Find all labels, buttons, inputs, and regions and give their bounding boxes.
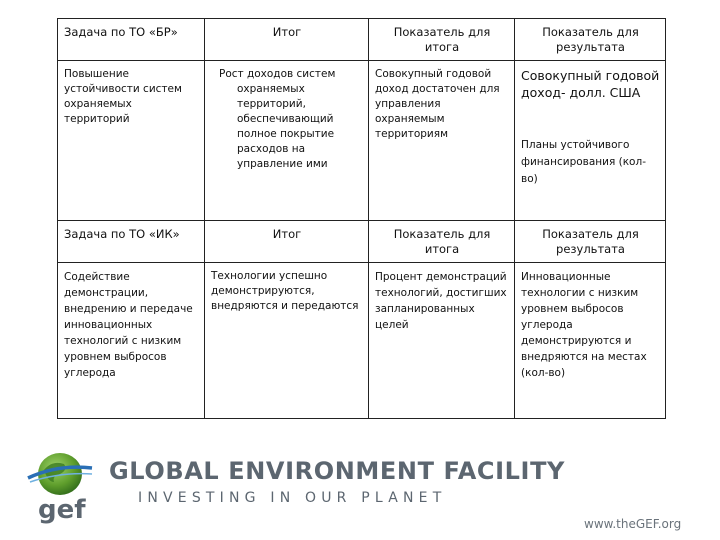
outcome-text-rest: охраняемых территорий, обеспечивающий полное покрытие расходов на управление ими (237, 83, 335, 170)
task-cell: Содействие демонстрации, внедрению и передаче инновационных технологий с низким уровнем выбросов углерода (58, 263, 205, 419)
result-indicator-text: Планы устойчивого финансирования (кол-во) (521, 139, 646, 185)
task-cell: Повышение устойчивости систем охраняемых территорий (58, 61, 205, 221)
table-header-row (58, 221, 666, 263)
header-cell: Показатель для результата (515, 19, 666, 61)
outcome-cell: Технологии успешно демонстрируются, внедряются и передаются (205, 263, 369, 419)
indicators-table (57, 18, 666, 419)
header-cell: Показатель для итога (369, 19, 515, 61)
outcome-indicator-cell: Процент демонстраций технологий, достигших запланированных целей (369, 263, 515, 419)
footer (0, 445, 720, 540)
result-indicator-text: Совокупный годовой доход- долл. США (521, 68, 660, 100)
header-cell: Итог (205, 221, 369, 263)
result-indicator-cell: Инновационные технологии с низким уровнем выбросов углерода демонстрируются и внедряются на местах (кол-во) (515, 263, 666, 419)
gef-globe-logo (22, 448, 94, 524)
website-url: www.theGEF.org (584, 517, 682, 531)
table-header-row (58, 19, 666, 61)
outcome-indicator-cell: Совокупный годовой доход достаточен для управления охраняемым территориям (369, 61, 515, 221)
outcome-cell (205, 61, 369, 221)
table-row (58, 263, 666, 419)
logo-text: gef (38, 495, 86, 524)
organization-title: GLOBAL ENVIRONMENT FACILITY (109, 457, 566, 485)
organization-tagline: INVESTING IN OUR PLANET (138, 490, 447, 506)
result-indicator-cell (515, 61, 666, 221)
header-cell: Итог (205, 19, 369, 61)
table-row (58, 61, 666, 221)
outcome-text-first: Рост доходов систем (219, 68, 336, 80)
header-cell: Задача по ТО «БР» (58, 19, 205, 61)
header-cell: Показатель для результата (515, 221, 666, 263)
header-cell: Задача по ТО «ИК» (58, 221, 205, 263)
header-cell: Показатель для итога (369, 221, 515, 263)
